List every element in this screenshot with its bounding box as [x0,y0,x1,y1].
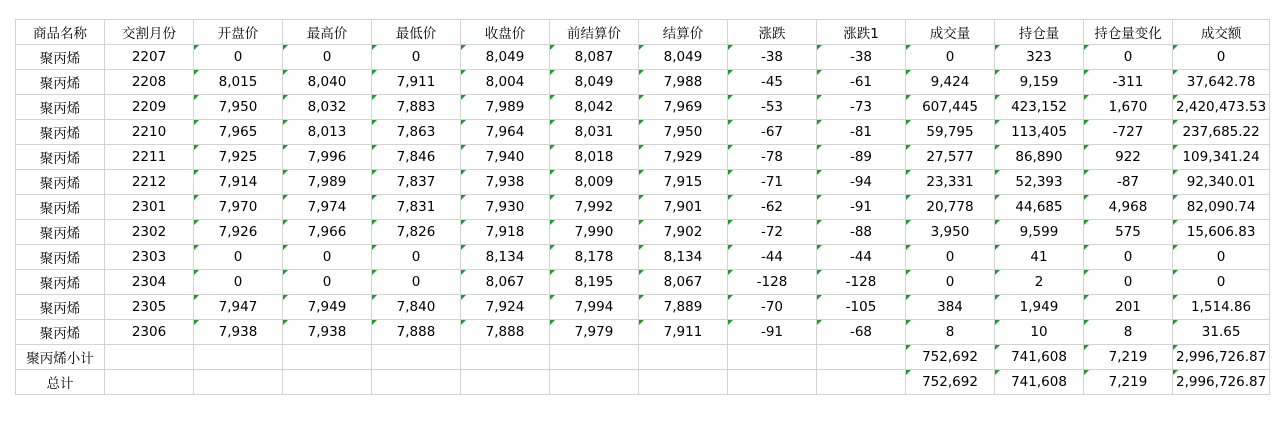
table-cell[interactable]: 7,992 [550,195,639,220]
row-label-cell[interactable]: 聚丙烯 [16,70,105,95]
table-cell[interactable]: -91 [728,320,817,345]
table-cell[interactable]: 2210 [105,120,194,145]
table-row [16,195,1270,220]
table-cell[interactable]: -727 [1084,120,1173,145]
table-cell[interactable]: 7,950 [639,120,728,145]
row-label-cell[interactable]: 聚丙烯 [16,195,105,220]
table-cell[interactable]: 44,685 [995,195,1084,220]
table-cell[interactable]: 7,947 [194,295,283,320]
row-label-cell[interactable]: 总计 [16,370,105,395]
table-cell[interactable]: 7,826 [372,220,461,245]
column-header[interactable]: 前结算价 [550,20,639,45]
table-row [16,245,1270,270]
table-cell[interactable]: 10 [995,320,1084,345]
table-cell[interactable]: 2211 [105,145,194,170]
table-cell[interactable]: -44 [817,245,906,270]
table-cell[interactable]: 8,015 [194,70,283,95]
table-cell[interactable]: 7,974 [283,195,372,220]
table-cell[interactable]: 7,902 [639,220,728,245]
table-cell[interactable]: -311 [1084,70,1173,95]
table-cell[interactable]: -91 [817,195,906,220]
table-cell[interactable] [194,370,283,395]
table-cell[interactable]: 37,642.78 [1173,70,1270,95]
table-cell[interactable]: 752,692 [906,345,995,370]
table-cell[interactable]: -81 [817,120,906,145]
row-label-cell[interactable]: 聚丙烯 [16,170,105,195]
column-header[interactable]: 最高价 [283,20,372,45]
table-row [16,320,1270,345]
table-cell[interactable]: 1,514.86 [1173,295,1270,320]
table-cell[interactable]: 7,989 [461,95,550,120]
column-header[interactable]: 涨跌1 [817,20,906,45]
table-cell[interactable]: 7,831 [372,195,461,220]
table-cell[interactable]: -45 [728,70,817,95]
table-cell[interactable]: 7,889 [639,295,728,320]
table-cell[interactable]: -38 [817,45,906,70]
table-cell[interactable]: 8,018 [550,145,639,170]
table-cell[interactable]: -71 [728,170,817,195]
table-cell[interactable]: 7,979 [550,320,639,345]
table-cell[interactable] [817,370,906,395]
table-cell[interactable] [372,370,461,395]
table-cell[interactable]: 575 [1084,220,1173,245]
table-cell[interactable]: 8,031 [550,120,639,145]
table-cell[interactable]: 20,778 [906,195,995,220]
table-cell[interactable]: 8,178 [550,245,639,270]
table-cell[interactable]: 7,938 [461,170,550,195]
table-cell[interactable]: -105 [817,295,906,320]
table-cell[interactable]: 0 [1084,245,1173,270]
column-header[interactable]: 持仓量 [995,20,1084,45]
table-row [16,120,1270,145]
table-row [16,45,1270,70]
table-row [16,220,1270,245]
header-row [16,20,1270,45]
table-cell[interactable]: 113,405 [995,120,1084,145]
table-cell[interactable]: 86,890 [995,145,1084,170]
row-label-cell[interactable]: 聚丙烯 [16,245,105,270]
table-cell[interactable] [550,345,639,370]
table-cell[interactable]: 0 [194,270,283,295]
column-header[interactable]: 结算价 [639,20,728,45]
row-label-cell[interactable]: 聚丙烯 [16,120,105,145]
table-cell[interactable]: 323 [995,45,1084,70]
table-cell[interactable]: -128 [817,270,906,295]
table-cell[interactable]: 9,159 [995,70,1084,95]
table-cell[interactable]: 27,577 [906,145,995,170]
table-cell[interactable]: -53 [728,95,817,120]
table-cell[interactable]: 0 [194,245,283,270]
table-row [16,95,1270,120]
column-header[interactable]: 成交额 [1173,20,1270,45]
table-cell[interactable]: -70 [728,295,817,320]
table-cell[interactable]: 7,970 [194,195,283,220]
table-cell[interactable]: -89 [817,145,906,170]
table-cell[interactable] [283,370,372,395]
table-cell[interactable]: 0 [1084,270,1173,295]
table-cell[interactable]: 7,863 [372,120,461,145]
table-cell[interactable]: 2208 [105,70,194,95]
table-cell[interactable]: -78 [728,145,817,170]
row-label-cell[interactable]: 聚丙烯小计 [16,345,105,370]
table-row [16,370,1270,395]
row-label-cell[interactable]: 聚丙烯 [16,220,105,245]
table-cell[interactable]: 8,049 [639,45,728,70]
table-cell[interactable]: 7,846 [372,145,461,170]
table-cell[interactable] [105,370,194,395]
table-row [16,295,1270,320]
table-cell[interactable]: 7,911 [372,70,461,95]
table-cell[interactable]: 8,049 [461,45,550,70]
table-cell[interactable]: 2306 [105,320,194,345]
table-cell[interactable]: 7,929 [639,145,728,170]
table-cell[interactable]: 1,949 [995,295,1084,320]
table-cell[interactable]: 8,049 [550,70,639,95]
table-cell[interactable]: 7,964 [461,120,550,145]
table-cell[interactable]: 237,685.22 [1173,120,1270,145]
table-cell[interactable]: 7,994 [550,295,639,320]
row-label-cell[interactable]: 聚丙烯 [16,295,105,320]
table-cell[interactable]: 0 [1173,245,1270,270]
table-cell[interactable]: -128 [728,270,817,295]
table-cell[interactable]: 384 [906,295,995,320]
column-header[interactable]: 交割月份 [105,20,194,45]
table-cell[interactable]: 0 [372,270,461,295]
table-cell[interactable]: 0 [1084,45,1173,70]
column-header[interactable]: 最低价 [372,20,461,45]
table-cell[interactable] [283,345,372,370]
data-table [15,19,1270,395]
column-header[interactable]: 涨跌 [728,20,817,45]
table-cell[interactable]: 0 [283,270,372,295]
table-row [16,170,1270,195]
table-cell[interactable]: 7,219 [1084,370,1173,395]
row-label-cell[interactable]: 聚丙烯 [16,270,105,295]
table-cell[interactable]: 7,930 [461,195,550,220]
table-cell[interactable]: 7,915 [639,170,728,195]
table-cell[interactable]: 7,965 [194,120,283,145]
table-cell[interactable]: -67 [728,120,817,145]
table-cell[interactable]: 8,195 [550,270,639,295]
table-cell[interactable]: 8,067 [461,270,550,295]
table-cell[interactable]: 8,087 [550,45,639,70]
table-cell[interactable]: 0 [194,45,283,70]
table-cell[interactable]: 8,032 [283,95,372,120]
table-cell[interactable]: -88 [817,220,906,245]
table-cell[interactable]: 7,219 [1084,345,1173,370]
table-cell[interactable]: 8,013 [283,120,372,145]
table-cell[interactable]: 7,938 [283,320,372,345]
table-cell[interactable]: 1,670 [1084,95,1173,120]
table-cell[interactable]: 0 [372,245,461,270]
table-cell[interactable] [817,345,906,370]
table-cell[interactable]: 0 [906,45,995,70]
table-cell[interactable]: 7,888 [461,320,550,345]
table-cell[interactable]: 8,134 [461,245,550,270]
table-cell[interactable]: 7,938 [194,320,283,345]
table-cell[interactable]: 2,996,726.87 [1173,370,1270,395]
table-cell[interactable]: 7,926 [194,220,283,245]
table-cell[interactable]: 2305 [105,295,194,320]
table-cell[interactable]: 4,968 [1084,195,1173,220]
table-cell[interactable]: 7,940 [461,145,550,170]
table-cell[interactable]: 2302 [105,220,194,245]
table-cell[interactable] [550,370,639,395]
table-cell[interactable]: 92,340.01 [1173,170,1270,195]
table-cell[interactable]: 2,420,473.53 [1173,95,1270,120]
table-cell[interactable]: 7,901 [639,195,728,220]
table-cell[interactable] [728,345,817,370]
table-cell[interactable]: 23,331 [906,170,995,195]
table-cell[interactable]: 0 [1173,45,1270,70]
column-header[interactable]: 收盘价 [461,20,550,45]
table-cell[interactable]: 752,692 [906,370,995,395]
table-cell[interactable]: 2 [995,270,1084,295]
table-cell[interactable]: 9,424 [906,70,995,95]
table-row [16,345,1270,370]
table-cell[interactable] [105,345,194,370]
table-cell[interactable]: 7,911 [639,320,728,345]
table-cell[interactable]: 15,606.83 [1173,220,1270,245]
table-row [16,270,1270,295]
table-cell[interactable]: 82,090.74 [1173,195,1270,220]
table-cell[interactable]: 8 [1084,320,1173,345]
table-cell[interactable]: 7,966 [283,220,372,245]
row-label-cell[interactable]: 聚丙烯 [16,45,105,70]
table-cell[interactable]: 2304 [105,270,194,295]
table-cell[interactable]: 7,950 [194,95,283,120]
table-cell[interactable]: 59,795 [906,120,995,145]
column-header[interactable]: 持仓量变化 [1084,20,1173,45]
table-cell[interactable]: 52,393 [995,170,1084,195]
table-cell[interactable]: 0 [906,245,995,270]
table-cell[interactable]: 8,040 [283,70,372,95]
table-cell[interactable]: 8 [906,320,995,345]
table-cell[interactable]: 7,969 [639,95,728,120]
table-cell[interactable]: -87 [1084,170,1173,195]
table-cell[interactable]: 7,914 [194,170,283,195]
table-cell[interactable]: 7,988 [639,70,728,95]
table-cell[interactable] [372,345,461,370]
table-cell[interactable]: 2303 [105,245,194,270]
table-cell[interactable]: -62 [728,195,817,220]
table-cell[interactable]: 741,608 [995,345,1084,370]
table-cell[interactable]: -73 [817,95,906,120]
spreadsheet [15,19,1270,395]
table-cell[interactable]: 2212 [105,170,194,195]
table-cell[interactable]: 2,996,726.87 [1173,345,1270,370]
table-cell[interactable]: -38 [728,45,817,70]
table-cell[interactable]: 7,837 [372,170,461,195]
table-cell[interactable]: 8,004 [461,70,550,95]
table-cell[interactable] [194,345,283,370]
table-cell[interactable]: 922 [1084,145,1173,170]
column-header[interactable]: 成交量 [906,20,995,45]
table-cell[interactable]: 7,918 [461,220,550,245]
table-cell[interactable]: 7,840 [372,295,461,320]
column-header[interactable]: 开盘价 [194,20,283,45]
table-cell[interactable]: 8,067 [639,270,728,295]
table-cell[interactable]: 9,599 [995,220,1084,245]
table-cell[interactable]: -68 [817,320,906,345]
table-cell[interactable]: 0 [906,270,995,295]
table-cell[interactable]: 0 [372,45,461,70]
table-cell[interactable]: -61 [817,70,906,95]
column-header[interactable]: 商品名称 [16,20,105,45]
table-cell[interactable]: -94 [817,170,906,195]
table-cell[interactable]: 0 [1173,270,1270,295]
table-cell[interactable]: 7,888 [372,320,461,345]
table-cell[interactable]: 7,949 [283,295,372,320]
row-label-cell[interactable]: 聚丙烯 [16,145,105,170]
table-cell[interactable]: -44 [728,245,817,270]
table-cell[interactable] [728,370,817,395]
row-label-cell[interactable]: 聚丙烯 [16,95,105,120]
row-label-cell[interactable]: 聚丙烯 [16,320,105,345]
table-row [16,70,1270,95]
table-cell[interactable]: 2301 [105,195,194,220]
table-cell[interactable] [461,345,550,370]
table-cell[interactable] [461,370,550,395]
table-cell[interactable]: 741,608 [995,370,1084,395]
table-row [16,145,1270,170]
table-cell[interactable]: 2209 [105,95,194,120]
table-cell[interactable]: 8,009 [550,170,639,195]
table-cell[interactable]: 3,950 [906,220,995,245]
table-cell[interactable] [639,345,728,370]
table-cell[interactable]: 201 [1084,295,1173,320]
table-cell[interactable]: 31.65 [1173,320,1270,345]
table-cell[interactable] [639,370,728,395]
table-cell[interactable]: -72 [728,220,817,245]
table-cell[interactable]: 7,925 [194,145,283,170]
table-cell[interactable]: 607,445 [906,95,995,120]
table-cell[interactable]: 2207 [105,45,194,70]
table-cell[interactable]: 7,924 [461,295,550,320]
table-cell[interactable]: 7,883 [372,95,461,120]
table-cell[interactable]: 7,996 [283,145,372,170]
table-cell[interactable]: 0 [283,245,372,270]
table-cell[interactable]: 7,989 [283,170,372,195]
table-cell[interactable]: 0 [283,45,372,70]
table-cell[interactable]: 109,341.24 [1173,145,1270,170]
table-cell[interactable]: 8,042 [550,95,639,120]
table-cell[interactable]: 7,990 [550,220,639,245]
table-cell[interactable]: 423,152 [995,95,1084,120]
table-cell[interactable]: 41 [995,245,1084,270]
table-cell[interactable]: 8,134 [639,245,728,270]
